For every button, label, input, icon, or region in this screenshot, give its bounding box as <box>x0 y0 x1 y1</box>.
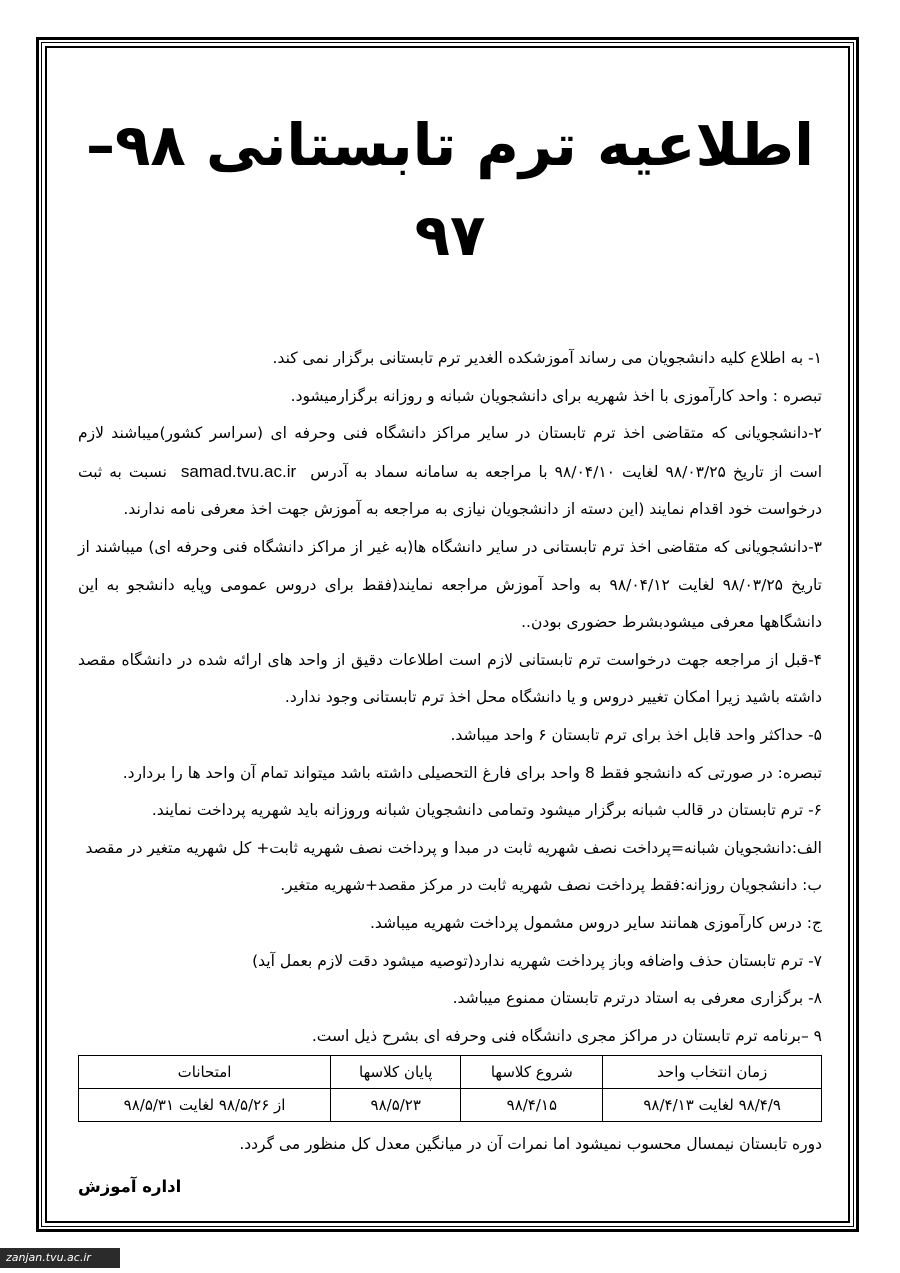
website-badge[interactable]: zanjan.tvu.ac.ir <box>0 1248 120 1268</box>
item-2 <box>78 415 822 529</box>
item-1: ۱- به اطلاع کلیه دانشجویان می رساند آموزشکده الغدیر ترم تابستانی برگزار نمی کند. <box>272 349 822 367</box>
item-2-text-b: نسبت به ثبت درخواست خود اقدام نمایند (این دسته از دانشجویان نیازی به مراجعه به آموزش جهت اخذ معرفی نامه ندارند. <box>78 462 822 519</box>
item-7: ۷- ترم تابستان حذف واضافه وباز پرداخت شهریه ندارد(توصیه میشود دقت لازم بعمل آید) <box>252 951 822 970</box>
item-2-text-a: ۲-دانشجویانی که متقاضی اخذ ترم تابستان در سایر مراکز دانشگاه فنی وحرفه ای (سراسر کشور)میباشند لازم است از تاریخ ۹۸/۰۳/۲۵ لغایت ۹۸/۰۴/۱۰ با مراجعه به سامانه سماد به آدرس <box>78 424 823 481</box>
announcement-title: اطلاعیه ترم تابستانی ۹۸–۹۷ <box>85 111 815 269</box>
table-header-row <box>79 1056 822 1089</box>
cell-classes-end: ۹۸/۵/۲۳ <box>331 1089 461 1122</box>
final-note: دوره تابستان نیمسال محسوب نمیشود اما نمرات آن در میانگین معدل کل منظور می گردد. <box>239 1135 822 1154</box>
item-6-c: ج: درس کارآموزی همانند سایر دروس مشمول پرداخت شهریه میباشد. <box>369 913 822 932</box>
signature-block <box>78 1170 822 1204</box>
note-2: تبصره: در صورتی که دانشجو فقط 8 واحد برای فارغ التحصیلی داشته باشد میتواند تمام آن واحد ها را بردارد. <box>122 763 822 782</box>
item-6-a: الف:دانشجویان شبانه=پرداخت نصف شهریه ثابت در مبدا و پرداخت نصف شهریه ثابت+ کل شهریه متغیر در مقصد <box>85 838 822 857</box>
cell-unit-selection: ۹۸/۴/۹ لغایت ۹۸/۴/۱۳ <box>603 1089 822 1122</box>
item-3: ۳-دانشجویانی که متقاضی اخذ ترم تابستانی در سایر دانشگاه ها(به غیر از مراکز دانشگاه فنی وحرفه ای) میباشند از تاریخ ۹۸/۰۳/۲۵ لغایت ۹۸/۰۴/۱۲ به واحد آموزش مراجعه نمایند(فقط برای دروس عمومی وپایه دانشجو به این دانشگاهها معرفی میشودبشرط حضوری بودن.. <box>78 537 822 632</box>
samad-url-link[interactable]: samad.tvu.ac.ir <box>180 461 297 481</box>
note-1: تبصره : واحد کارآموزی با اخذ شهریه برای دانشجویان شبانه و روزانه برگزارمیشود. <box>290 386 822 405</box>
item-6-b: ب: دانشجویان روزانه:فقط پرداخت نصف شهریه ثابت در مرکز مقصد+شهریه متغیر. <box>280 876 822 895</box>
item-9: ۹ –برنامه ترم تابستان در مراکز مجری دانشگاه فنی وحرفه ای بشرح ذیل است. <box>311 1026 822 1045</box>
item-6: ۶- ترم تابستان در قالب شبانه برگزار میشود وتمامی دانشجویان شبانه وروزانه باید شهریه پرداخت نمایند. <box>151 801 822 820</box>
cell-classes-start: ۹۸/۴/۱۵ <box>461 1089 603 1122</box>
item-4: ۴-قبل از مراجعه جهت درخواست ترم تابستانی لازم است اطلاعات دقیق از واحد های ارائه شده در دانشگاه مقصد داشته باشید زیرا امکان تغییر دروس و یا دانشگاه محل اخذ ترم تابستانی وجود ندارد. <box>78 650 822 707</box>
table-row <box>79 1089 822 1122</box>
signature-text: اداره آموزش <box>78 1177 182 1197</box>
item-5: ۵- حداکثر واحد قابل اخذ برای ترم تابستان ۶ واحد میباشد. <box>450 725 822 744</box>
item-8: ۸- برگزاری معرفی به استاد درترم تابستان ممنوع میباشد. <box>452 989 822 1008</box>
cell-exams: از ۹۸/۵/۲۶ لغایت ۹۸/۵/۳۱ <box>79 1089 331 1122</box>
summer-schedule-table <box>78 1055 822 1122</box>
header-classes-start: شروع کلاسها <box>461 1056 603 1089</box>
announcement-body <box>78 340 822 1055</box>
announcement-content <box>78 100 822 1204</box>
header-unit-selection: زمان انتخاب واحد <box>603 1056 822 1089</box>
header-classes-end: پایان کلاسها <box>331 1056 461 1089</box>
header-exams: امتحانات <box>79 1056 331 1089</box>
